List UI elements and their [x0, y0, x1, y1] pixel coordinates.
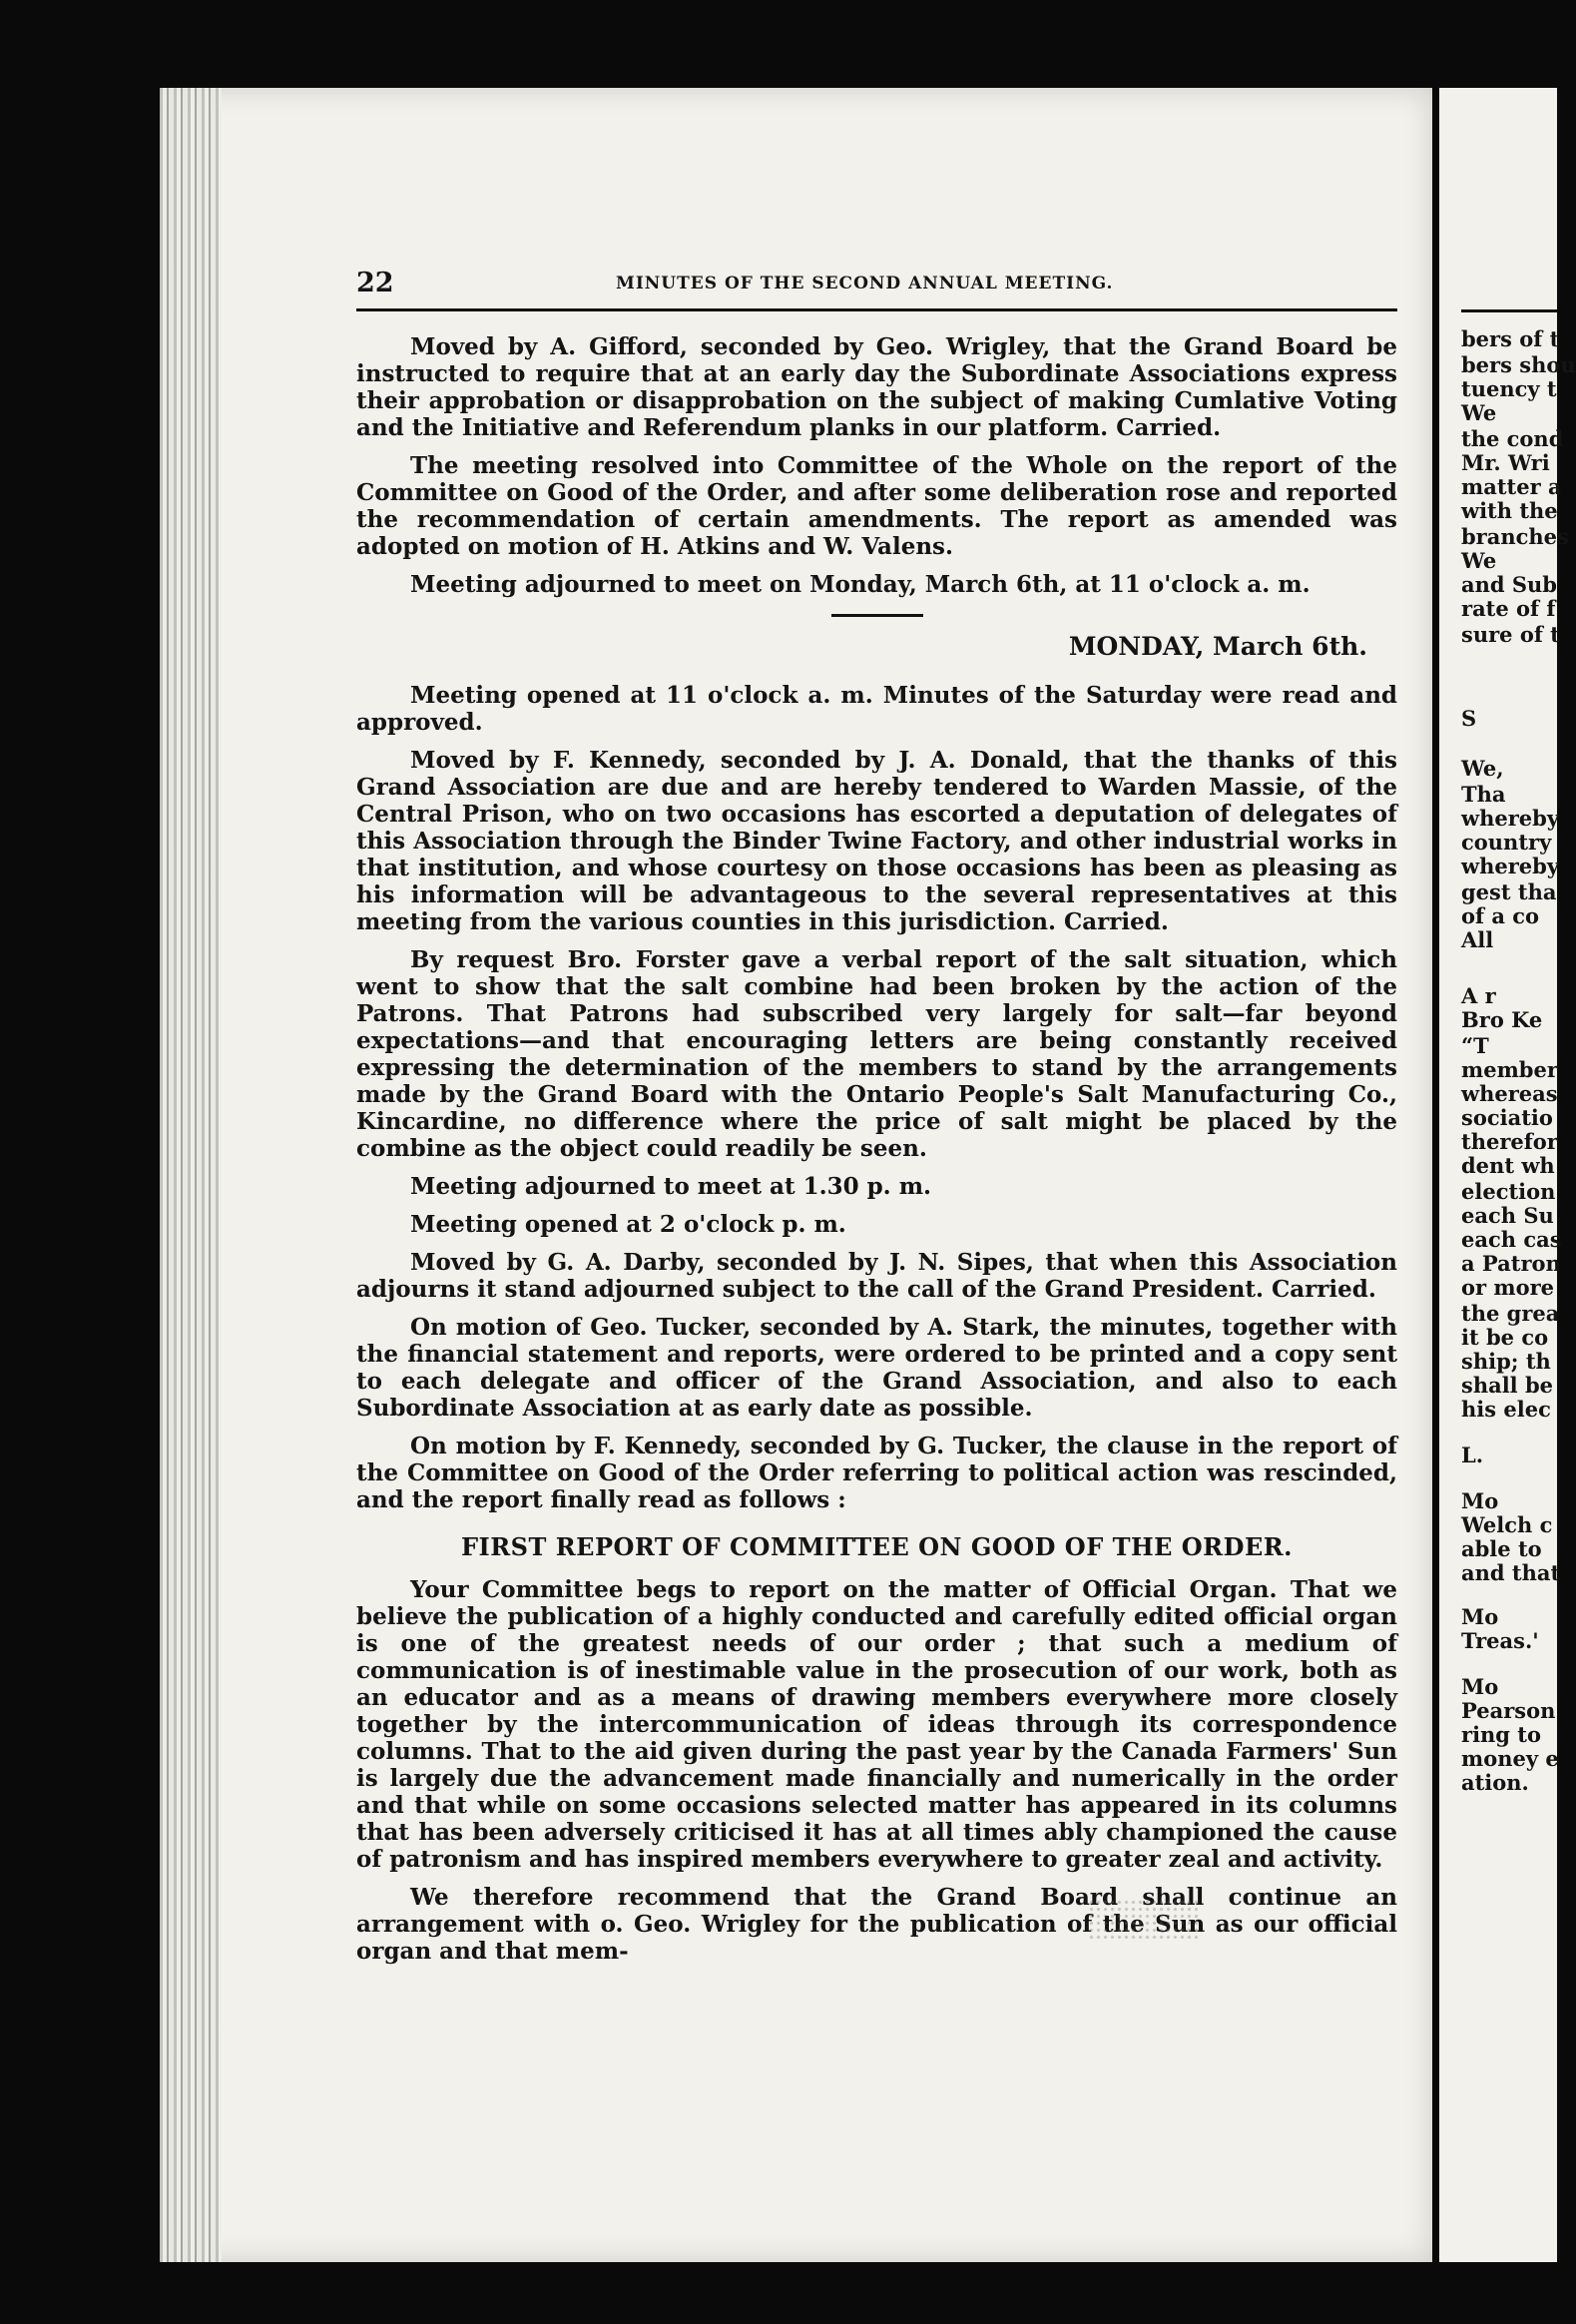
adjacent-page-fragment: bers of t: [1461, 326, 1560, 351]
adjacent-page-fragment: Treas.': [1461, 1628, 1539, 1653]
adjacent-page-fragment: Mo: [1461, 1674, 1499, 1699]
adjacent-page-fragment: Pearson: [1461, 1698, 1556, 1723]
adjacent-page-fragment: “T: [1461, 1033, 1489, 1058]
adjacent-page-fragment: rate of f: [1461, 596, 1556, 621]
adjacent-page-fragment: Tha: [1461, 782, 1506, 807]
adjacent-page-fragment: the cond: [1461, 426, 1564, 451]
adjacent-page-fragment: election: [1461, 1179, 1556, 1204]
paragraph: Meeting opened at 2 o'clock p. m.: [410, 1211, 846, 1238]
adjacent-page-fragment: L.: [1461, 1443, 1484, 1467]
adjacent-page-fragment: the grea: [1461, 1301, 1560, 1326]
adjacent-page-fragment: gest tha: [1461, 879, 1557, 904]
adjacent-page-fragment: Bro Ke: [1461, 1007, 1543, 1032]
adjacent-page-fragment: his elec: [1461, 1397, 1551, 1422]
adjacent-page-fragment: whereas: [1461, 1081, 1558, 1106]
adjacent-page-fragment: sociatio: [1461, 1105, 1553, 1130]
adjacent-page-fragment: We: [1461, 548, 1497, 573]
adjacent-page-fragment: each Su: [1461, 1203, 1554, 1228]
paragraph: By request Bro. Forster gave a verbal report of the salt situation, which went to show that the salt combine had been broken by the action of the Patrons. That Patrons had subscribed very largely for salt—far beyond expectations—and that encouraging letters are being constantly received expressing the determination of the members to stand by the arrangements made by the Grand Board with the Ontario People's Salt Manufacturing Co., Kincardine, no difference where the price of salt might be placed by the combine as the object could readily be seen.: [356, 946, 1397, 1162]
report-paragraph: We therefore recommend that the Grand Board shall continue an arrangement with o. Geo. Wrigley for the publication of the Sun as our official organ and that mem-: [356, 1884, 1397, 1965]
adjacent-page-fragment: whereby: [1461, 854, 1560, 878]
report-title: FIRST REPORT OF COMMITTEE ON GOOD OF THE ORDER.: [460, 1532, 1294, 1561]
dateline: MONDAY, March 6th.: [1068, 632, 1367, 661]
adjacent-page-fragment: member: [1461, 1057, 1558, 1082]
running-title: MINUTES OF THE SECOND ANNUAL MEETING.: [616, 274, 1114, 293]
adjacent-page-fragment: sure of t: [1461, 622, 1560, 647]
adjacent-page-fragment: Mr. Wri: [1461, 450, 1550, 475]
print-speckle: [1088, 1899, 1198, 1939]
adjacent-page-fragment: matter a: [1461, 474, 1562, 499]
adjacent-page-fragment: country: [1461, 830, 1552, 855]
header-rule: [356, 308, 1397, 311]
adjacent-page-fragment: with the: [1461, 498, 1558, 523]
adjacent-page-fragment: or more: [1461, 1275, 1555, 1300]
adjacent-page-fragment: ship; th: [1461, 1349, 1551, 1374]
adjacent-page-fragment: Welch c: [1461, 1512, 1553, 1537]
adjacent-page-fragment: whereby: [1461, 806, 1560, 831]
section-divider: [831, 614, 923, 617]
adjacent-page-fragment: able to: [1461, 1536, 1542, 1561]
adjacent-page-fragment: and that: [1461, 1560, 1561, 1585]
paragraph: Meeting adjourned to meet on Monday, March 6th, at 11 o'clock a. m.: [410, 571, 1311, 598]
page-number: 22: [356, 268, 394, 298]
page-header: [356, 268, 1397, 307]
adjacent-page-fragment: and Sub: [1461, 572, 1557, 597]
adjacent-page-fragment: branches: [1461, 524, 1569, 549]
adjacent-header-rule: [1461, 309, 1557, 312]
adjacent-page-fragment: shall be: [1461, 1373, 1554, 1398]
report-paragraph: Your Committee begs to report on the matter of Official Organ. That we believe the publication of a highly conducted and carefully edited official organ is one of the greatest needs of our order ; that such a medium of communication is of inestimable value in the prosecution of our work, both as an educator and as a means of drawing members everywhere more closely together by the intercommunication of ideas through its correspondence columns. That to the aid given during the past year by the Canada Farmers' Sun is largely due the advancement made financially and numerically in the order and that while on some occasions selected matter has appeared in its columns that has been adversely criticised it has at all times ably championed the cause of patronism and has inspired members everywhere to greater zeal and activity.: [356, 1576, 1397, 1873]
adjacent-page-edge: [1439, 88, 1576, 2262]
adjacent-page-fragment: bers shou: [1461, 352, 1576, 377]
adjacent-page-fragment: We,: [1461, 756, 1504, 781]
adjacent-page-fragment: Mo: [1461, 1488, 1499, 1513]
adjacent-page-fragment: it be co: [1461, 1325, 1549, 1350]
adjacent-page-fragment: ring to: [1461, 1722, 1542, 1747]
paragraph: Meeting adjourned to meet at 1.30 p. m.: [410, 1173, 932, 1200]
adjacent-page-fragment: ation.: [1461, 1770, 1529, 1795]
adjacent-page-fragment: dent wh: [1461, 1153, 1555, 1178]
adjacent-page-fragment: therefor: [1461, 1129, 1558, 1154]
paragraph: Moved by F. Kennedy, seconded by J. A. Donald, that the thanks of this Grand Association are due and are hereby tendered to Warden Massie, of the Central Prison, who on two occasions has escorted a deputation of delegates of this Association through the Binder Twine Factory, and other industrial works in that institution, and whose courtesy on those occasions has been as pleasing as his information will be advantageous to the several representatives at this meeting from the various counties in this jurisdiction. Carried.: [356, 747, 1397, 935]
paragraph: Moved by A. Gifford, seconded by Geo. Wrigley, that the Grand Board be instructed to require that at an early day the Subordinate Associations express their approbation or disapprobation on the subject of making Cumlative Voting and the Initiative and Referendum planks in our platform. Carried.: [356, 333, 1397, 441]
adjacent-page-fragment: of a co: [1461, 903, 1540, 928]
adjacent-page-fragment: each cas: [1461, 1227, 1562, 1252]
paragraph: The meeting resolved into Committee of the Whole on the report of the Committee on Good of the Order, and after some deliberation rose and reported the recommendation of certain amendments. The report as amended was adopted on motion of H. Atkins and W. Valens.: [356, 452, 1397, 560]
adjacent-page-fragment: Mo: [1461, 1604, 1499, 1629]
book-binding-edge: [160, 88, 222, 2262]
adjacent-page-fragment: All: [1461, 927, 1494, 952]
adjacent-page-fragment: a Patron: [1461, 1251, 1561, 1276]
paragraph: Moved by G. A. Darby, seconded by J. N. Sipes, that when this Association adjourns it stand adjourned subject to the call of the Grand President. Carried.: [356, 1249, 1397, 1303]
paragraph: On motion by F. Kennedy, seconded by G. Tucker, the clause in the report of the Committee on Good of the Order referring to political action was rescinded, and the report finally read as follows :: [356, 1433, 1397, 1513]
adjacent-page-fragment: money e: [1461, 1746, 1559, 1771]
adjacent-page-fragment: We: [1461, 400, 1497, 425]
paragraph: On motion of Geo. Tucker, seconded by A. Stark, the minutes, together with the financial statement and reports, were ordered to be printed and a copy sent to each delegate and officer of the Grand Association, and also to each Subordinate Association at as early date as possible.: [356, 1314, 1397, 1422]
adjacent-page-fragment: A r: [1461, 983, 1496, 1008]
adjacent-page-fragment: S: [1461, 706, 1477, 731]
page-body: [356, 333, 1397, 1976]
paragraph: Meeting opened at 11 o'clock a. m. Minutes of the Saturday were read and approved.: [356, 682, 1397, 736]
adjacent-page-fragment: tuency t: [1461, 376, 1557, 401]
